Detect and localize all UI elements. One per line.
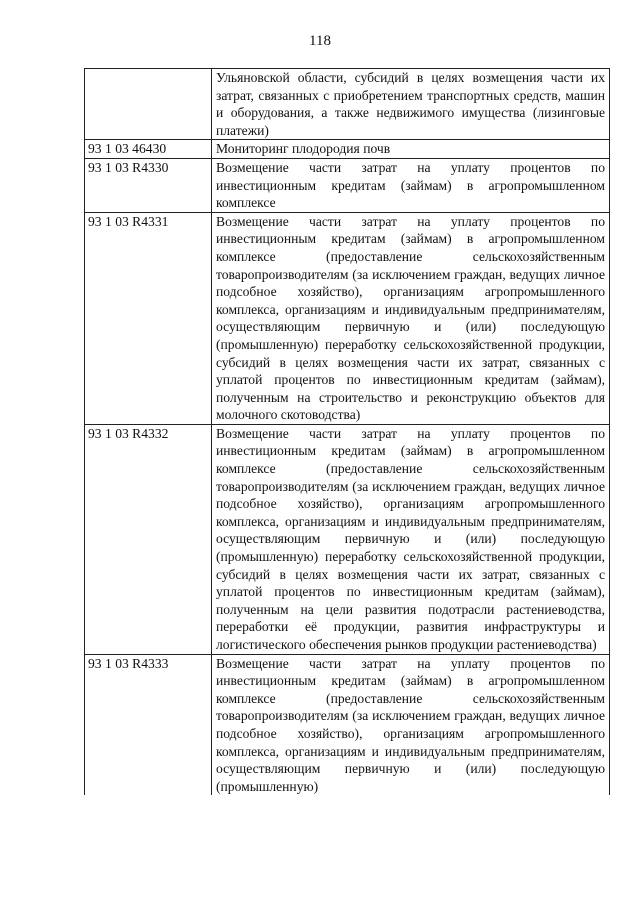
table-row bbox=[85, 654, 610, 795]
table-row bbox=[85, 140, 610, 159]
table-row bbox=[85, 212, 610, 424]
row-description: Возмещение части затрат на уплату процентов по инвестиционным кредитам (займам) в агропромышленном комплексе (предоставление сельскохозяйственным товаропроизводителям (за исключением граждан, ведущих личное подсобное хозяйство), организациям агропромышленного комплекса, организациям и индивидуальным предпринимателям, осуществляющим первичную и (или) последующую (промышленную) bbox=[212, 654, 610, 795]
table-row bbox=[85, 158, 610, 212]
row-description: Возмещение части затрат на уплату процентов по инвестиционным кредитам (займам) в агропромышленном комплексе bbox=[212, 158, 610, 212]
table-row bbox=[85, 424, 610, 654]
budget-classification-table bbox=[84, 68, 610, 795]
table-row bbox=[85, 69, 610, 140]
row-code: 93 1 03 46430 bbox=[85, 140, 212, 159]
row-description: Возмещение части затрат на уплату процентов по инвестиционным кредитам (займам) в агропромышленном комплексе (предоставление сельскохозяйственным товаропроизводителям (за исключением граждан, ведущих личное подсобное хозяйство), организациям агропромышленного комплекса, организациям и индивидуальным предпринимателям, осуществляющим первичную и (или) последующую (промышленную) переработку сельскохозяйственной продукции, субсидий в целях возмещения части их затрат, связанных с уплатой процентов по инвестиционным кредитам (займам), полученным на цели развития подотрасли растениеводства, переработки её продукции, развития инфраструктуры и логистического обеспечения рынков продукции растениеводства) bbox=[212, 424, 610, 654]
row-description: Ульяновской области, субсидий в целях возмещения части их затрат, связанных с приобретением транспортных средств, машин и оборудования, а также недвижимого имущества (лизинговые платежи) bbox=[212, 69, 610, 140]
row-description: Мониторинг плодородия почв bbox=[212, 140, 610, 159]
row-code: 93 1 03 R4331 bbox=[85, 212, 212, 424]
page-number: 118 bbox=[309, 33, 331, 49]
row-code bbox=[85, 69, 212, 140]
row-code: 93 1 03 R4333 bbox=[85, 654, 212, 795]
row-description: Возмещение части затрат на уплату процентов по инвестиционным кредитам (займам) в агропромышленном комплексе (предоставление сельскохозяйственным товаропроизводителям (за исключением граждан, ведущих личное подсобное хозяйство), организациям агропромышленного комплекса, организациям и индивидуальным предпринимателям, осуществляющим первичную и (или) последующую (промышленную) переработку сельскохозяйственной продукции, субсидий в целях возмещения части их затрат, связанных с уплатой процентов по инвестиционным кредитам (займам), полученным на строительство и реконструкцию объектов для молочного скотоводства) bbox=[212, 212, 610, 424]
row-code: 93 1 03 R4330 bbox=[85, 158, 212, 212]
row-code: 93 1 03 R4332 bbox=[85, 424, 212, 654]
